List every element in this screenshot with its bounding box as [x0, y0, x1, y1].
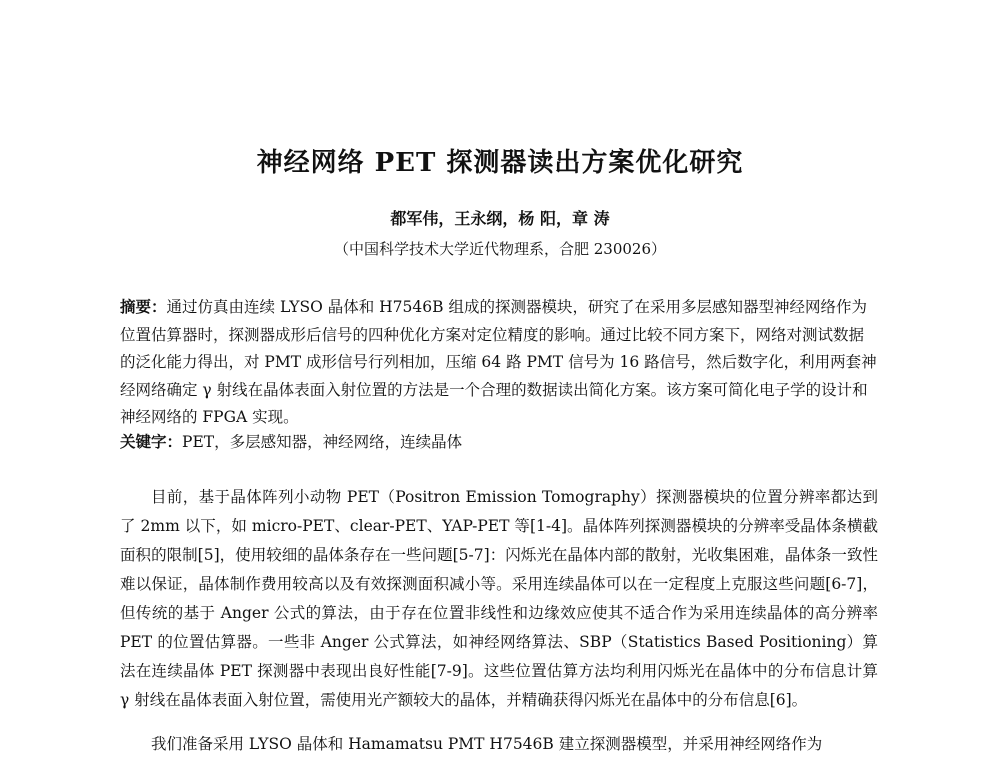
abstract-section	[120, 293, 878, 432]
affiliation: （中国科学技术大学近代物理系，合肥 230026）	[333, 240, 667, 258]
keywords-section	[120, 430, 878, 454]
abstract-label: 摘要：	[120, 297, 167, 316]
body-paragraph-1: 目前，基于晶体阵列小动物 PET（Positron Emission Tomography）探测器模块的位置分辨率都达到了 2mm 以下，如 micro-PET、clear-PET、YAP-PET 等[1-4]。晶体阵列探测器模块的分辨率受晶体条横截面积的限制[5]，使用较细的晶体条存在一些问题[5-7]：闪烁光在晶体内部的散射，光收集困难，晶体条一致性难以保证，晶体制作费用较高以及有效探测面积减小等。采用连续晶体可以在一定程度上克服这些问题[6-7]，但传统的基于 Anger 公式的算法，由于存在位置非线性和边缘效应使其不适合作为采用连续晶体的高分辨率 PET 的位置估算器。一些非 Anger 公式算法，如神经网络算法、SBP（Statistics Based Positioning）算法在连续晶体 PET 探测器中表现出良好性能[7-9]。这些位置估算方法均利用闪烁光在晶体中的分布信息计算 γ 射线在晶体表面入射位置，需使用光产额较大的晶体，并精确获得闪烁光在晶体中的分布信息[6]。	[120, 488, 878, 709]
abstract-text: 通过仿真由连续 LYSO 晶体和 H7546B 组成的探测器模块，研究了在采用多层感知器型神经网络作为位置估算器时，探测器成形后信号的四种优化方案对定位精度的影响。通过比较不同方案下，网络对测试数据的泛化能力得出，对 PMT 成形信号行列相加，压缩 64 路 PMT 信号为 16 路信号，然后数字化，利用两套神经网络确定 γ 射线在晶体表面入射位置的方法是一个合理的数据读出简化方案。该方案可简化电子学的设计和神经网络的 FPGA 实现。	[120, 298, 877, 426]
keywords-text: PET，多层感知器，神经网络，连续晶体	[182, 433, 463, 451]
body-paragraph-2: 我们准备采用 LYSO 晶体和 Hamamatsu PMT H7546B 建立探测器模型，并采用神经网络作为	[151, 735, 823, 753]
keywords-label: 关键字：	[120, 432, 183, 451]
paper-title: 神经网络 PET 探测器读出方案优化研究	[256, 148, 744, 178]
author-list: 都军伟，王永纲，杨 阳，章 涛	[390, 209, 610, 228]
